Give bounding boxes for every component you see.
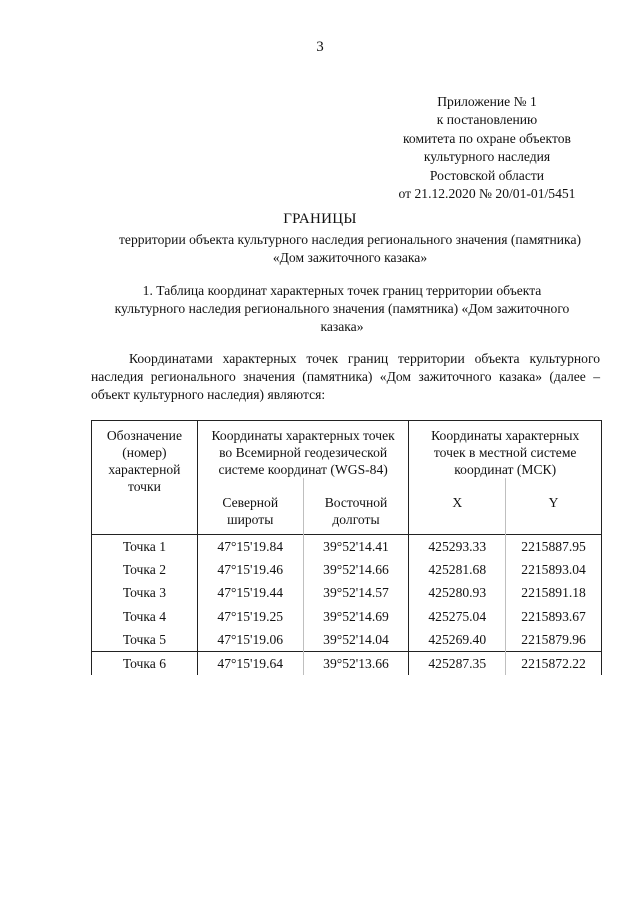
cell-y: 2215879.96: [506, 628, 602, 652]
appendix-line: от 21.12.2020 № 20/01-01/5451: [398, 186, 576, 202]
cell-x: 425281.68: [409, 558, 506, 581]
cell-latitude: 47°15'19.64: [197, 651, 303, 675]
header-east-longitude: Восточной долготы: [303, 478, 409, 535]
cell-y: 2215893.04: [506, 558, 602, 581]
subtitle-line: территории объекта культурного наследия регионального значения (памятника): [118, 232, 582, 247]
cell-x: 425269.40: [409, 628, 506, 652]
cell-latitude: 47°15'19.84: [197, 535, 303, 559]
cell-y: 2215891.18: [506, 581, 602, 604]
subtitle-line: «Дом зажиточного казака»: [272, 250, 428, 265]
cell-latitude: 47°15'19.46: [197, 558, 303, 581]
header-x: X: [409, 478, 506, 535]
header-north-latitude: Северной широты: [197, 478, 303, 535]
header-point: Обозначение (номер) характерной точки: [92, 421, 198, 535]
cell-latitude: 47°15'19.25: [197, 605, 303, 628]
document-subtitle: [70, 231, 630, 267]
header-wgs84: Координаты характерных точек во Всемирной геодезической системе координат (WGS-84): [197, 421, 409, 479]
cell-point: Точка 4: [92, 605, 198, 628]
section-heading: [92, 282, 592, 337]
cell-y: 2215872.22: [506, 651, 602, 675]
appendix-line: культурного наследия: [423, 149, 551, 165]
document-title: ГРАНИЦЫ: [283, 211, 357, 227]
cell-y: 2215887.95: [506, 535, 602, 559]
cell-latitude: 47°15'19.44: [197, 581, 303, 604]
cell-latitude: 47°15'19.06: [197, 628, 303, 652]
header-msk: Координаты характерных точек в местной системе координат (МСК): [409, 421, 602, 479]
section-heading-line: 1. Таблица координат характерных точек границ территории объекта: [142, 283, 542, 298]
page-number: 3: [316, 39, 324, 55]
section-heading-line: культурного наследия регионального значения (памятника) «Дом зажиточного: [114, 301, 570, 317]
appendix-line: Приложение № 1: [437, 94, 537, 109]
cell-longitude: 39°52'14.69: [303, 605, 409, 628]
cell-point: Точка 3: [92, 581, 198, 604]
cell-x: 425275.04: [409, 605, 506, 628]
cell-x: 425287.35: [409, 651, 506, 675]
section-heading-line: казака»: [320, 319, 364, 335]
header-y: Y: [506, 478, 602, 535]
appendix-line: Ростовской области: [429, 167, 545, 183]
cell-point: Точка 1: [92, 535, 198, 559]
intro-paragraph: Координатами характерных точек границ территории объекта культурного наследия регионального значения (памятника) «Дом зажиточного казака» (далее – объект культурного наследия) являются:: [91, 351, 600, 403]
appendix-line: к постановлению: [436, 112, 538, 128]
appendix-line: комитета по охране объектов: [403, 130, 571, 146]
coordinates-table: [91, 420, 602, 675]
cell-point: Точка 5: [92, 628, 198, 652]
cell-longitude: 39°52'14.04: [303, 628, 409, 652]
cell-longitude: 39°52'14.41: [303, 535, 409, 559]
cell-y: 2215893.67: [506, 605, 602, 628]
cell-point: Точка 2: [92, 558, 198, 581]
cell-longitude: 39°52'14.66: [303, 558, 409, 581]
cell-point: Точка 6: [92, 651, 198, 675]
cell-longitude: 39°52'13.66: [303, 651, 409, 675]
cell-x: 425280.93: [409, 581, 506, 604]
cell-longitude: 39°52'14.57: [303, 581, 409, 604]
cell-x: 425293.33: [409, 535, 506, 559]
appendix-block: [372, 93, 602, 203]
